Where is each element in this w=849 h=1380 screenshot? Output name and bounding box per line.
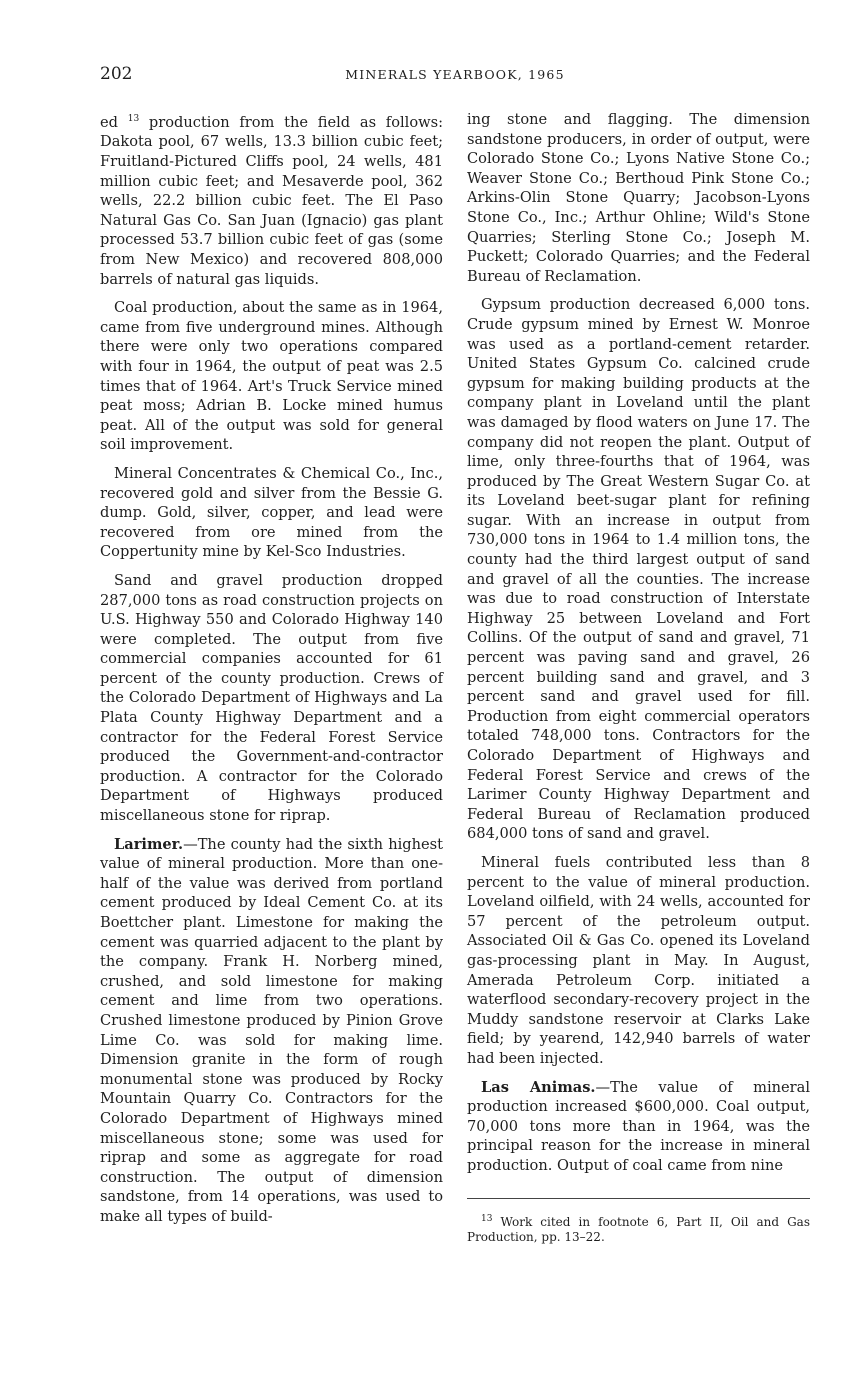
section-heading-las-animas: Las Animas. [481, 1078, 596, 1096]
footnote-text: Work cited in footnote 6, Part II, Oil and Gas Production, pp. 13–22. [467, 1215, 810, 1244]
section-heading-larimer: Larimer. [114, 835, 184, 853]
footnote-mark: 13 [481, 1214, 493, 1224]
paragraph: Mineral Concentrates & Chemical Co., Inc., recovered gold and silver from the Bessie G. dump. Gold, silver, copper, and lead were recovered from ore mined from the Coppertunity mine by Kel-Sco Industries. [100, 464, 443, 561]
running-title: MINERALS YEARBOOK, 1965 [345, 67, 565, 82]
left-column [100, 110, 443, 1236]
footnotes [467, 1198, 810, 1244]
page-header [100, 64, 810, 88]
paragraph: Coal production, about the same as in 1964, came from five underground mines. Although there were only two operations compared with four in 1964, the output of peat was 2.5 times that of 1964. Art's Truck Service mined peat moss; Adrian B. Locke mined humus peat. All of the output was sold for general soil improvement. [100, 299, 443, 454]
footnote-reference: 13 [127, 114, 140, 124]
paragraph: ing stone and flagging. The dimension sandstone producers, in order of output, were Colorado Stone Co.; Lyons Native Stone Co.; Weaver Stone Co.; Berthoud Pink Stone Co.; Arkins-Olin Stone Quarry; Jacobson-Lyons Stone Co., Inc.; Arthur Ohline; Wild's Stone Quarries; Sterling Stone Co.; Joseph M. Puckett; Colorado Quarries; and the Federal Bureau of Reclamation. [467, 111, 810, 285]
page-number: 202 [100, 64, 133, 84]
paragraph [100, 110, 443, 289]
paragraph: Sand and gravel production dropped 287,000 tons as road construction projects on U.S. Highway 550 and Colorado Highway 140 were completed. The output from five commercial companies accounted for 61 percent of the county production. Crews of the Colorado Department of Highways and La Plata County Highway Department and a contractor for the Federal Forest Service produced the Government-and-contractor production. A contractor for the Colorado Department of Highways produced miscellaneous stone for riprap. [100, 571, 443, 825]
paragraph-text: —The value of mineral production increased $600,000. Coal output, 70,000 tons more than in 1964, was the principal reason for the increase in mineral production. Output of coal came from nine [467, 1078, 810, 1174]
paragraph-text: production from the field as follows: Dakota pool, 67 wells, 13.3 billion cubic feet; Fruitland-Pictured Cliffs pool, 24 wells, 481 million cubic feet; and Mesaverde pool, 362 wells, 22.2 billion cubic feet. The El Paso Natural Gas Co. San Juan (Ignacio) gas plant processed 53.7 billion cubic feet of gas (some from New Mexico) and recovered 808,000 barrels of natural gas liquids. [100, 113, 444, 288]
paragraph: Gypsum production decreased 6,000 tons. Crude gypsum mined by Ernest W. Monroe was used as a portland-cement retarder. United States Gypsum Co. calcined crude gypsum for making building products at the company plant in Loveland until the plant was damaged by flood waters on June 17. The company did not reopen the plant. Output of lime, only three-fourths that of 1964, was produced by The Great Western Sugar Co. at its Loveland beet-sugar plant for refining sugar. With an increase in output from 730,000 tons in 1964 to 1.4 million tons, the county had the third largest output of sand and gravel of all the counties. The increase was due to road construction of Interstate Highway 25 between Loveland and Fort Collins. Of the output of sand and gravel, 71 percent was paving sand and gravel, 26 percent building sand and gravel, and 3 percent sand and gravel used for fill. Production from eight commercial operators totaled 748,000 tons. Contractors for the Colorado Department of Highways and Federal Forest Service and crews of the Larimer County Highway Department and Federal Bureau of Reclamation produced 684,000 tons of sand and gravel. [467, 296, 810, 843]
paragraph-lead: ed [100, 113, 118, 131]
paragraph-text: —The county had the sixth highest value of mineral production. More than one-half of the value was derived from portland cement produced by Ideal Cement Co. at its Boettcher plant. Limestone for making the cement was quarried adjacent to the plant by the company. Frank H. Norberg mined, crushed, and sold limestone for making cement and lime from two operations. Crushed limestone produced by Pinion Grove Lime Co. was sold for making lime. Dimension granite in the form of rough monumental stone was produced by Rocky Mountain Quarry Co. Contractors for the Colorado Department of Highways mined miscellaneous stone; some was used for riprap and some as aggregate for road construction. The output of dimension sandstone, from 14 operations, was used to make all types of build- [100, 835, 443, 1225]
paragraph: Mineral fuels contributed less than 8 percent to the value of mineral production. Loveland oilfield, with 24 wells, accounted for 57 percent of the petroleum output. Associated Oil & Gas Co. opened its Loveland gas-processing plant in May. In August, Amerada Petroleum Corp. initiated a waterflood secondary-recovery project in the Muddy sandstone reservoir at Clarks Lake field; by yearend, 142,940 barrels of water had been injected. [467, 853, 810, 1067]
right-column [467, 110, 810, 1184]
paragraph [467, 1078, 810, 1176]
paragraph [100, 835, 443, 1227]
footnote [467, 1212, 810, 1244]
